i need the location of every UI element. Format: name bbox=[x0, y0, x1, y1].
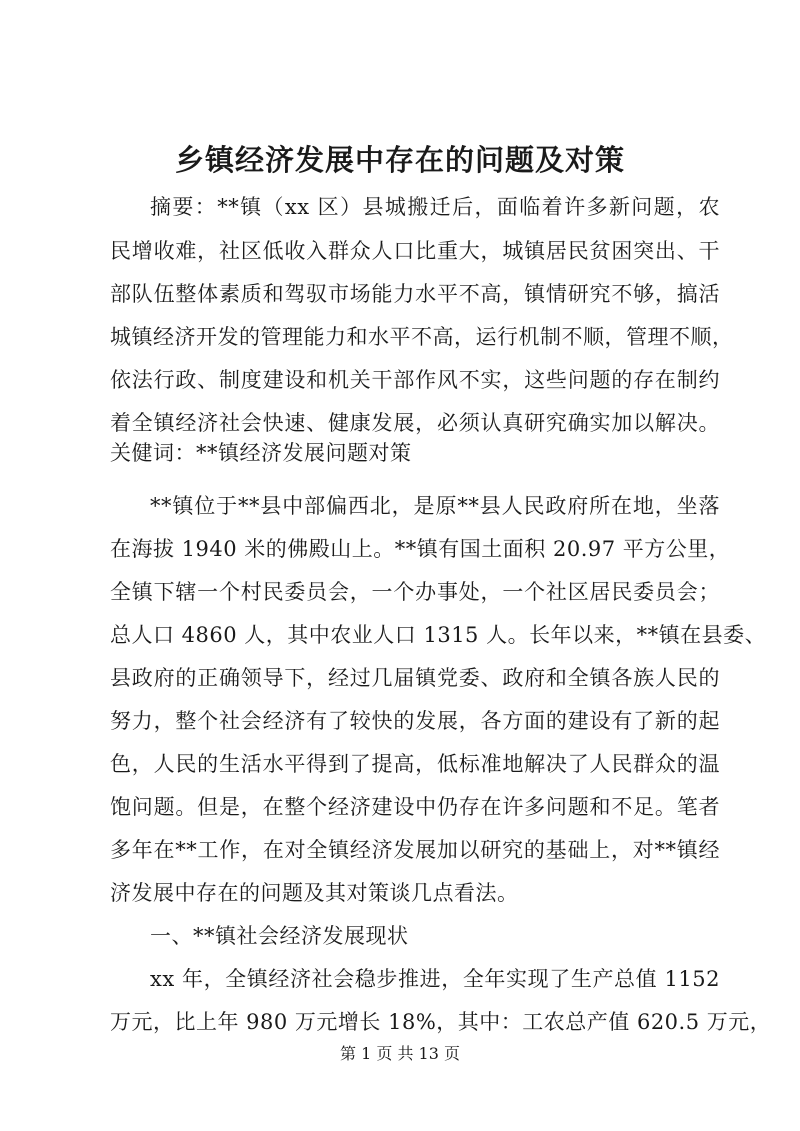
paragraph-line: 在海拔 1940 米的佛殿山上。**镇有国土面积 20.97 平方公里， bbox=[110, 537, 731, 561]
paragraph-line: 着全镇经济社会快速、健康发展，必须认真研究确实加以解决。 bbox=[110, 411, 720, 435]
paragraph-line: 多年在**工作，在对全镇经济发展加以研究的基础上，对**镇经 bbox=[110, 838, 720, 862]
paragraph-line: xx 年，全镇经济社会稳步推进，全年实现了生产总值 1152 bbox=[150, 967, 720, 991]
paragraph-line: 济发展中存在的问题及其对策谈几点看法。 bbox=[110, 881, 519, 905]
paragraph-line: 部队伍整体素质和驾驭市场能力水平不高，镇情研究不够，搞活 bbox=[110, 282, 720, 306]
paragraph-line: 县政府的正确领导下，经过几届镇党委、政府和全镇各族人民的 bbox=[110, 666, 720, 690]
paragraph-line: 努力，整个社会经济有了较快的发展，各方面的建设有了新的起 bbox=[110, 709, 720, 733]
paragraph-line: 全镇下辖一个村民委员会，一个办事处，一个社区居民委员会； bbox=[110, 580, 720, 604]
keywords-line: 关健词：**镇经济发展问题对策 bbox=[110, 441, 412, 465]
paragraph-line: 万元，比上年 980 万元增长 18%，其中：工农总产值 620.5 万元， bbox=[110, 1010, 772, 1034]
paragraph-line: 民增收难，社区低收入群众人口比重大，城镇居民贫困突出、干 bbox=[110, 239, 720, 263]
paragraph-line: 依法行政、制度建设和机关干部作风不实，这些问题的存在制约 bbox=[110, 368, 720, 392]
paragraph-line: 城镇经济开发的管理能力和水平不高，运行机制不顺，管理不顺， bbox=[110, 325, 734, 349]
page-number-footer: 第 1 页 共 13 页 bbox=[340, 1044, 460, 1063]
document-title: 乡镇经济发展中存在的问题及对策 bbox=[174, 143, 625, 177]
paragraph-line: 色，人民的生活水平得到了提高，低标准地解决了人民群众的温 bbox=[110, 752, 720, 776]
paragraph-line: 饱问题。但是，在整个经济建设中仍存在许多问题和不足。笔者 bbox=[110, 795, 720, 819]
paragraph-line: 摘要：**镇（xx 区）县城搬迁后，面临着许多新问题，农 bbox=[150, 195, 720, 219]
section-heading: 一、**镇社会经济发展现状 bbox=[150, 924, 409, 948]
paragraph-line: 总人口 4860 人，其中农业人口 1315 人。长年以来，**镇在县委、 bbox=[110, 623, 767, 647]
paragraph-line: **镇位于**县中部偏西北，是原**县人民政府所在地，坐落 bbox=[150, 494, 720, 518]
